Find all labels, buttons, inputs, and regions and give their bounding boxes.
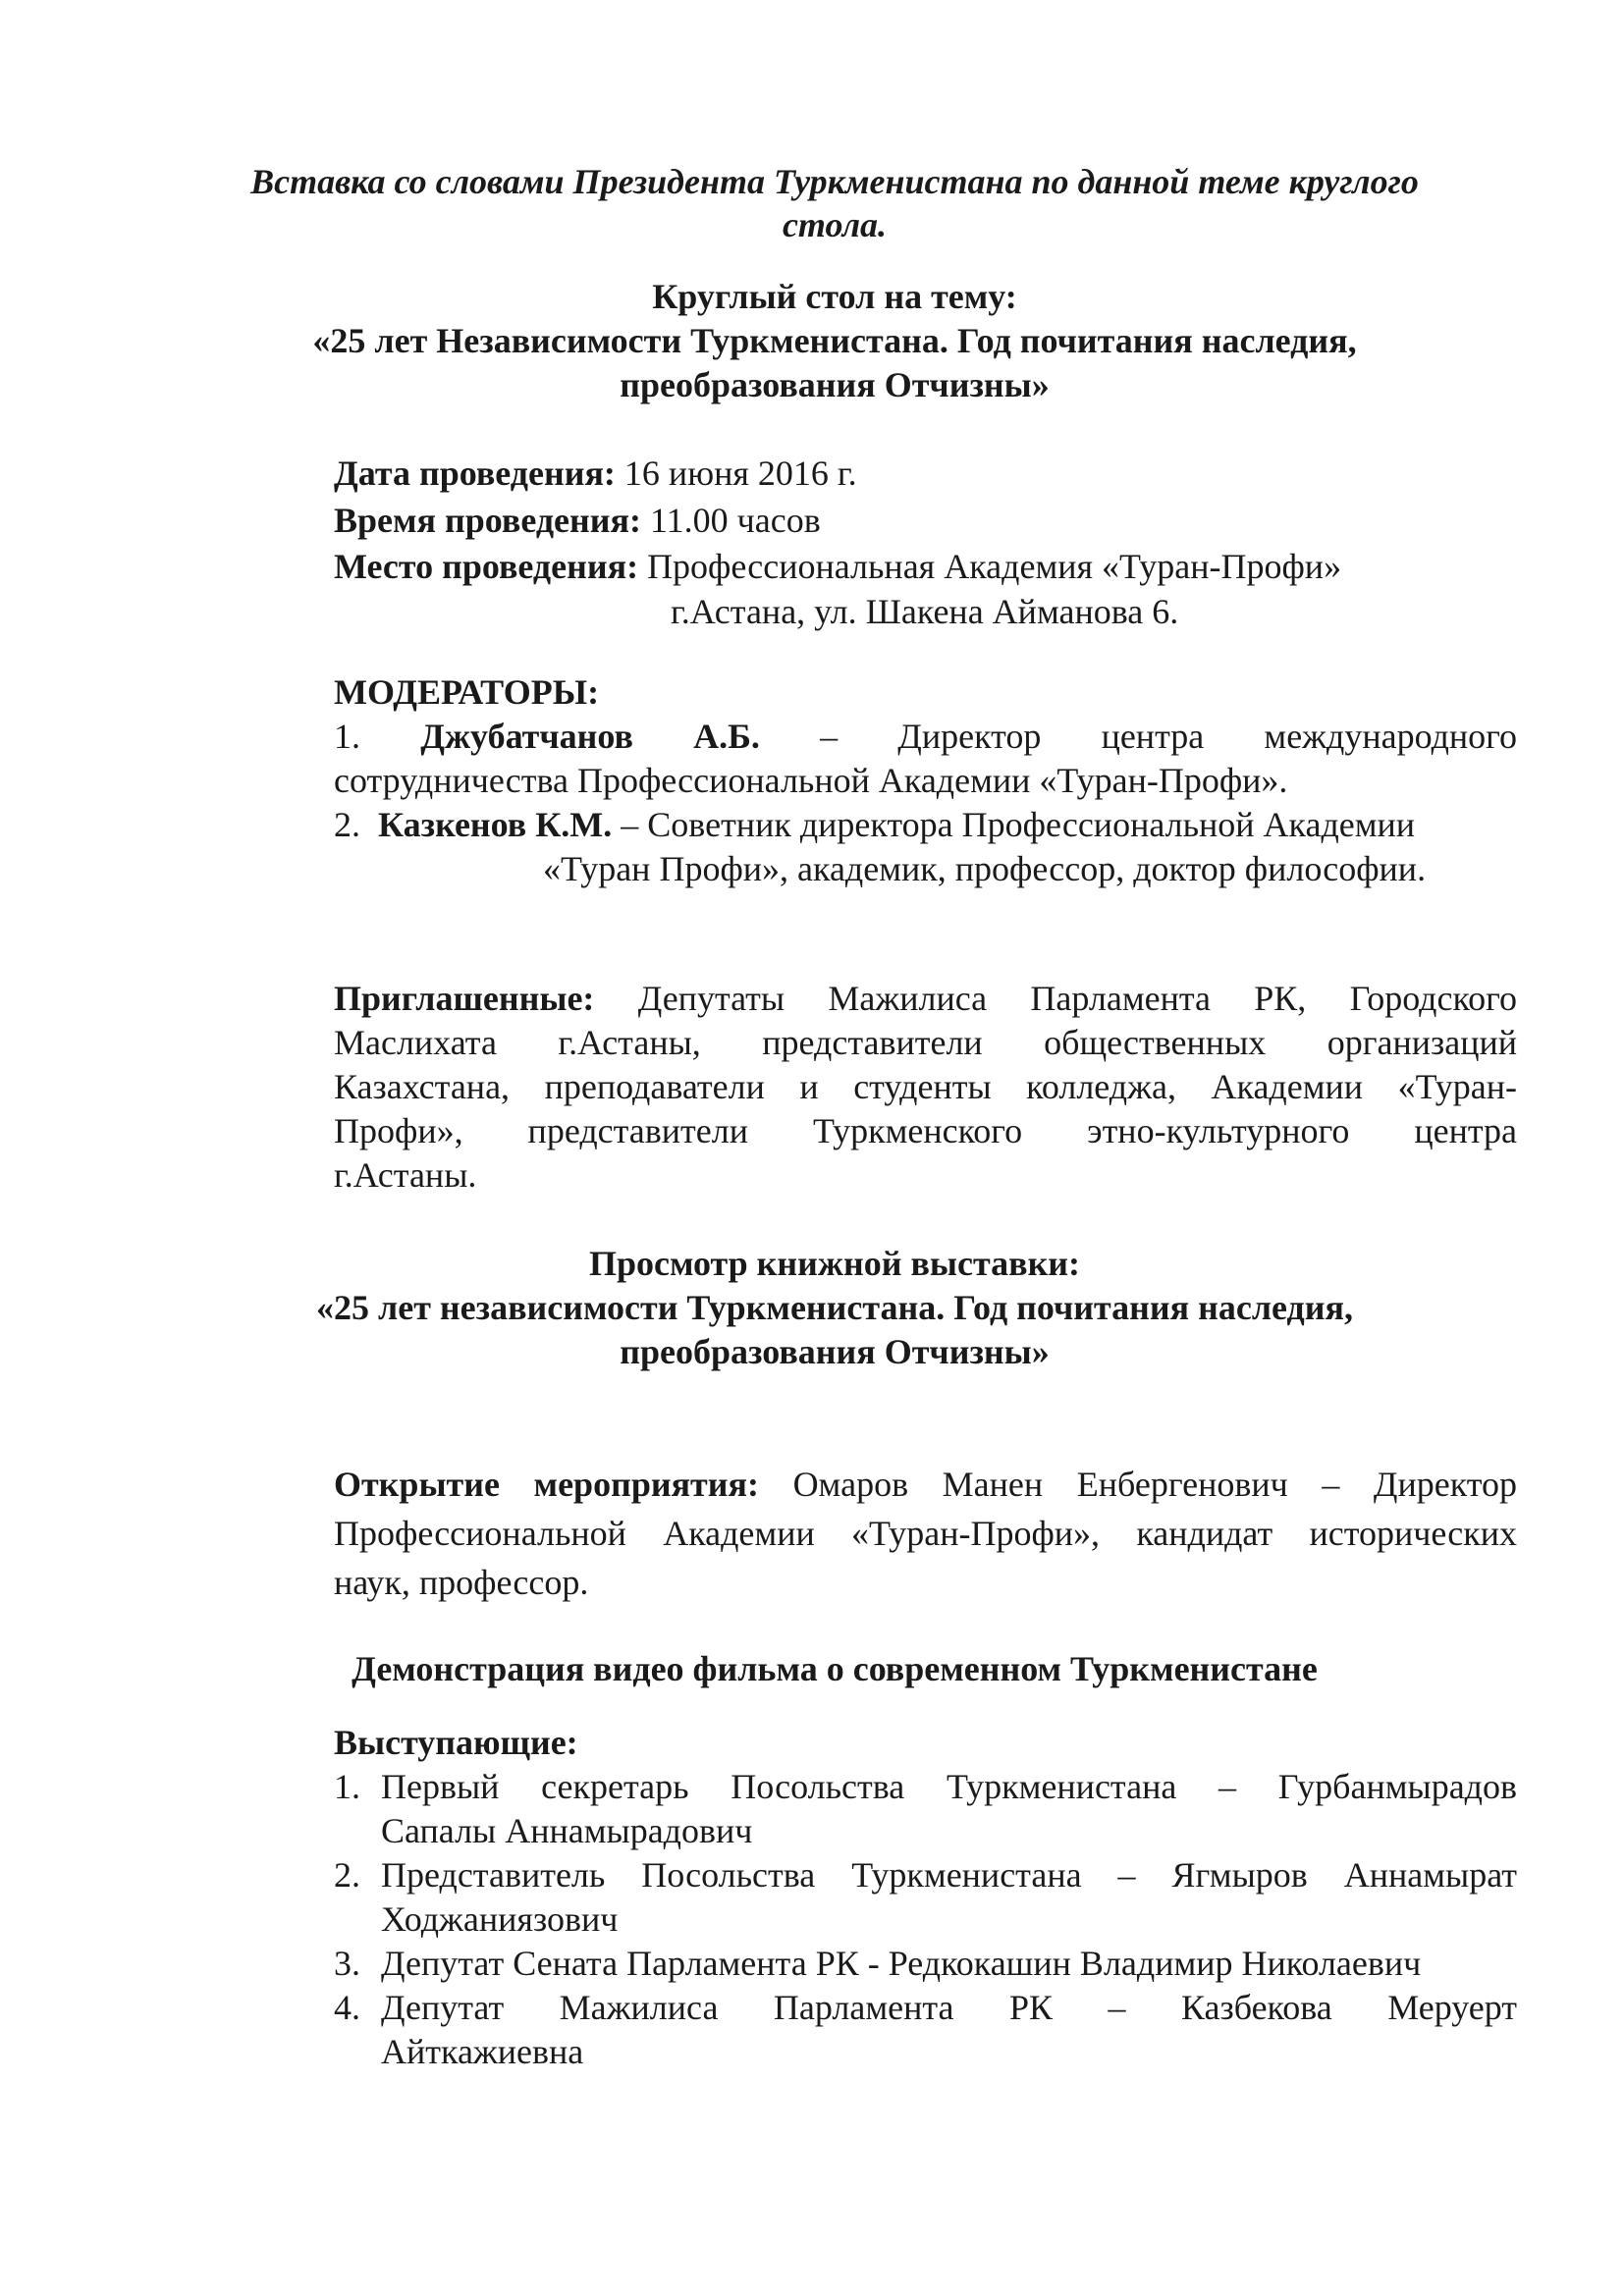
invited-line-1 (334, 977, 1517, 1021)
moderator-1-line-1 (334, 715, 1517, 759)
exhibition-title-line-1: «25 лет независимости Туркменистана. Год почитания наследия, (316, 1288, 1353, 1327)
roundtable-intro: Круглый стол на тему: (652, 277, 1017, 316)
speaker-1-line-2: Сапалы Аннамырадович (381, 1811, 753, 1850)
insert-note-line-2: стола. (782, 205, 888, 244)
invited-label: Приглашенные: (334, 979, 595, 1018)
moderator-1-initials: А.Б. (693, 717, 760, 756)
invited-text-1: Депутаты Мажилиса Парламента РК, Городского (637, 979, 1518, 1018)
roundtable-title-line-1: «25 лет Независимости Туркменистана. Год почитания наследия, (312, 321, 1357, 360)
moderator-2-name: Казкенов К.М. (378, 805, 613, 844)
date-row (334, 452, 1512, 496)
speaker-4-line-1: Депутат Мажилиса Парламента РК – Казбекова Меруерт (381, 1988, 1517, 2027)
speaker-2-number: 2. (334, 1855, 360, 1895)
time-label: Время проведения: (334, 501, 641, 540)
speaker-4-line-2: Айткажиевна (381, 2032, 584, 2071)
speaker-2-line-1: Представитель Посольства Туркменистана – Ягмыров Аннамырат (381, 1855, 1517, 1895)
opening-line-3: наук, профессор. (334, 1563, 589, 1602)
moderator-1-role-line-2: сотрудничества Профессиональной Академии «Туран-Профи». (334, 761, 1288, 800)
place-row (334, 545, 1512, 589)
speaker-2-line-2: Ходжаниязович (381, 1899, 619, 1939)
moderator-2-role-line-2: «Туран Профи», академик, профессор, доктор философии. (543, 849, 1427, 888)
moderator-2-line-1 (334, 803, 1517, 847)
speaker-3-line-1: Депутат Сената Парламента РК - Редкокашин Владимир Николаевич (381, 1944, 1422, 1983)
insert-note-line-1: Вставка со словами Президента Туркменистана по данной теме круглого (250, 162, 1419, 201)
roundtable-title-line-2: преобразования Отчизны» (620, 365, 1050, 404)
time-value: 11.00 часов (649, 501, 821, 540)
film-heading: Демонстрация видео фильма о современном Туркменистане (352, 1649, 1318, 1688)
opening-text-1: Омаров Манен Енбергенович – Директор (792, 1465, 1518, 1504)
invited-line-5: г.Астаны. (334, 1155, 477, 1195)
place-value-line-1: Профессиональная Академия «Туран-Профи» (647, 547, 1342, 586)
opening-label: Открытие мероприятия: (334, 1465, 759, 1504)
exhibition-title-line-2: преобразования Отчизны» (620, 1332, 1050, 1371)
speaker-4-number: 4. (334, 1988, 360, 2027)
speaker-1-line-1: Первый секретарь Посольства Туркменистана – Гурбанмырадов (381, 1767, 1517, 1806)
time-row (334, 499, 1512, 543)
date-value: 16 июня 2016 г. (623, 454, 857, 493)
moderator-2-role-line-1: – Советник директора Профессиональной Академии (621, 805, 1416, 844)
moderator-1-number: 1. (334, 717, 360, 756)
speakers-heading: Выступающие: (334, 1723, 578, 1762)
opening-line-1 (334, 1463, 1517, 1507)
invited-line-4: Профи», представители Туркменского этно-культурного центра (334, 1111, 1517, 1150)
moderator-1-role-line-1: – Директор центра международного (820, 717, 1518, 756)
exhibition-heading: Просмотр книжной выставки: (588, 1244, 1081, 1283)
place-value-line-2: г.Астана, ул. Шакена Айманова 6. (671, 592, 1179, 631)
date-label: Дата проведения: (334, 454, 616, 493)
opening-line-2: Профессиональной Академии «Туран-Профи», кандидат исторических (334, 1514, 1517, 1553)
invited-line-3: Казахстана, преподаватели и студенты колледжа, Академии «Туран- (334, 1067, 1517, 1106)
speaker-3-number: 3. (334, 1944, 360, 1983)
moderator-2-number: 2. (334, 805, 360, 844)
moderator-1-name: Джубатчанов (420, 717, 633, 756)
moderators-heading: МОДЕРАТОРЫ: (334, 672, 600, 712)
speaker-1-number: 1. (334, 1767, 360, 1806)
place-label: Место проведения: (334, 547, 639, 586)
invited-line-2: Маслихата г.Астаны, представители общественных организаций (334, 1023, 1517, 1062)
